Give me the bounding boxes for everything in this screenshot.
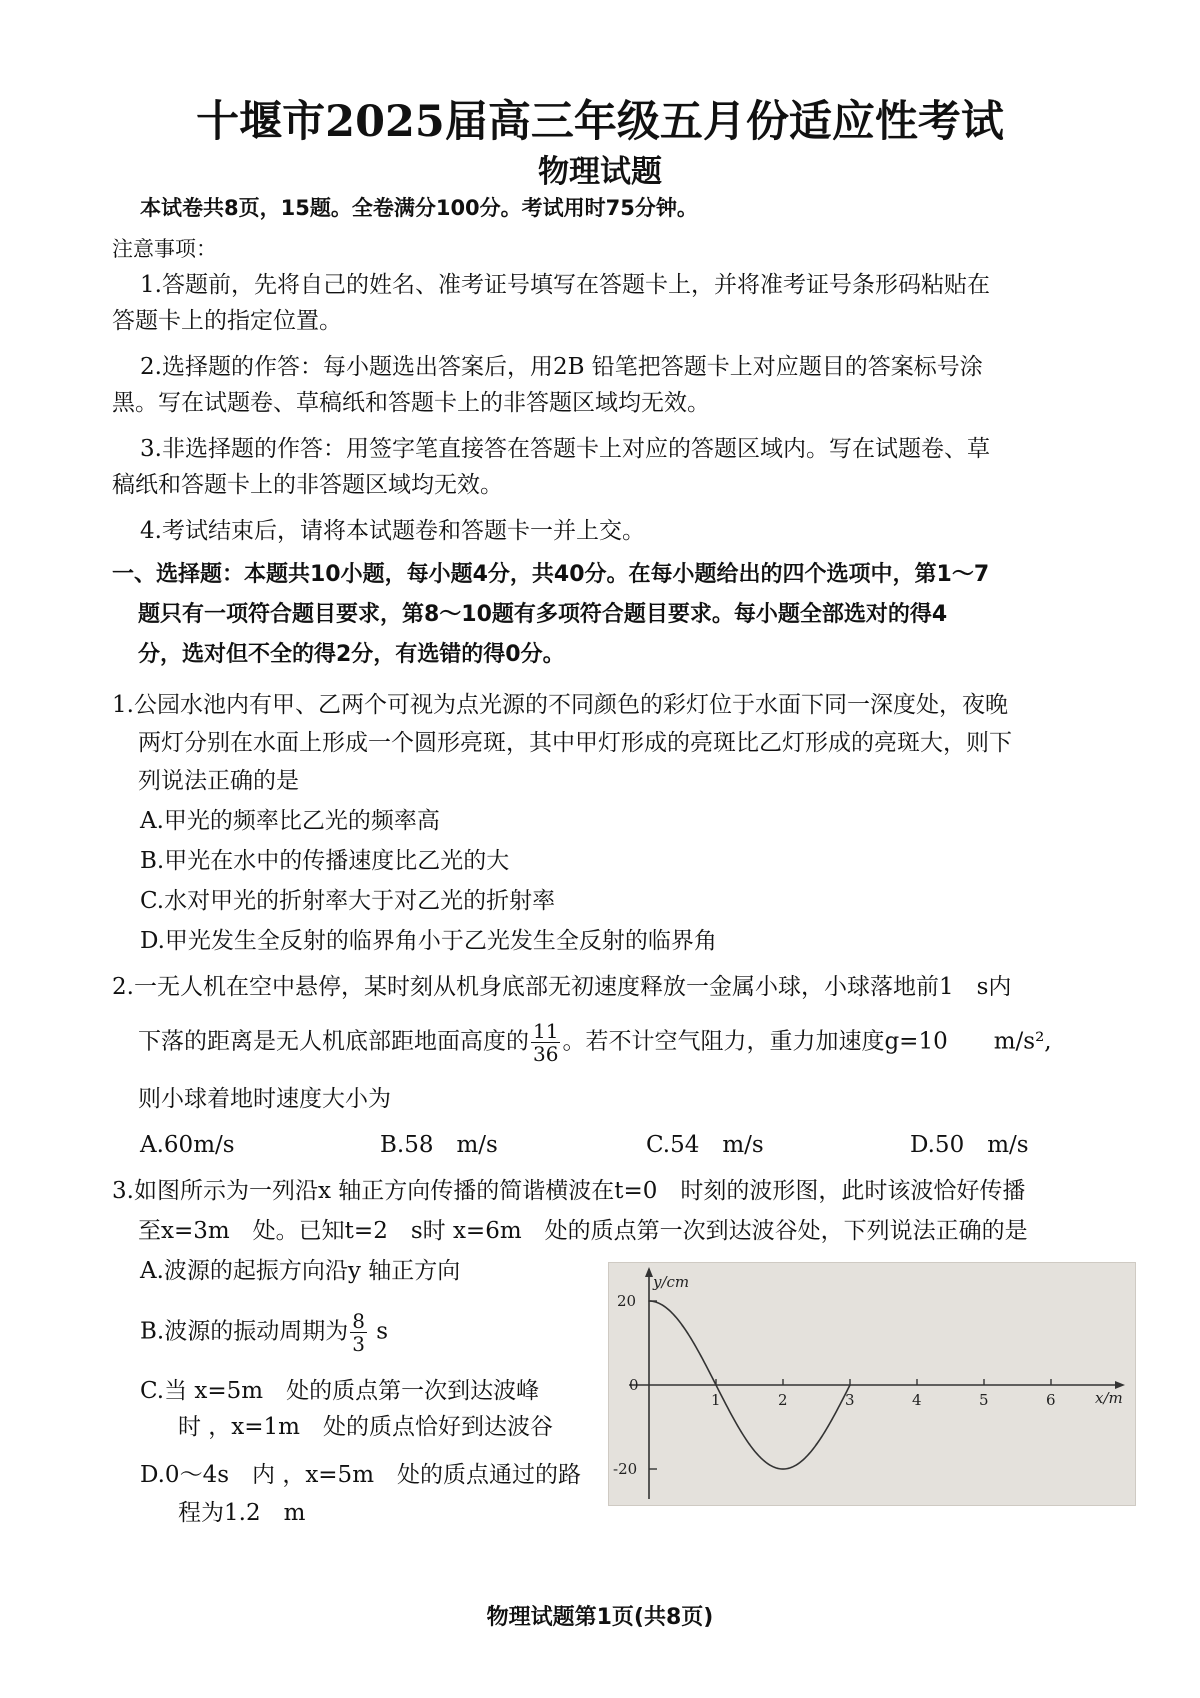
q2-stem-line3: 则小球着地时速度大小为 bbox=[138, 1086, 391, 1112]
q2-stem-line2 bbox=[138, 1020, 1052, 1065]
q2-stem-line2-post: 。若不计空气阻力，重力加速度g=10 m/s², bbox=[562, 1028, 1052, 1055]
x-axis-arrow bbox=[1115, 1381, 1125, 1389]
q1-stem-line1: 1.公园水池内有甲、乙两个可视为点光源的不同颜色的彩灯位于水面下同一深度处，夜晚 bbox=[112, 692, 1008, 718]
x-tick-label: 3 bbox=[845, 1391, 855, 1409]
q2-fraction-denominator: 36 bbox=[533, 1042, 559, 1066]
y-tick-label: 0 bbox=[629, 1376, 639, 1394]
q2-option-d: D.50 m/s bbox=[910, 1132, 1029, 1158]
q1-option-a: A.甲光的频率比乙光的频率高 bbox=[140, 808, 440, 834]
y-axis-label: y/cm bbox=[653, 1273, 690, 1291]
notice-item-3-line2: 稿纸和答题卡上的非答题区域均无效。 bbox=[112, 472, 503, 498]
q3-option-b-denominator: 3 bbox=[352, 1332, 365, 1356]
wave-figure bbox=[608, 1262, 1136, 1506]
x-tick-label: 2 bbox=[778, 1391, 788, 1409]
y-tick-label: -20 bbox=[613, 1460, 638, 1478]
q2-stem-line2-pre: 下落的距离是无人机底部距地面高度的 bbox=[138, 1028, 529, 1055]
q3-option-d-line2: 程为1.2 m bbox=[178, 1500, 306, 1526]
q2-option-a: A.60m/s bbox=[140, 1132, 235, 1158]
section-heading-line2: 题只有一项符合题目要求，第8～10题有多项符合题目要求。每小题全部选对的得4 bbox=[138, 602, 948, 627]
exam-info: 本试卷共8页，15题。全卷满分100分。考试用时75分钟。 bbox=[140, 196, 698, 220]
y-tick-label: 20 bbox=[617, 1292, 637, 1310]
section-heading-line3: 分，选对但不全的得2分，有选错的得0分。 bbox=[138, 642, 565, 667]
q1-stem-line3: 列说法正确的是 bbox=[138, 768, 299, 794]
notice-heading: 注意事项： bbox=[112, 237, 217, 261]
subject-title: 物理试题 bbox=[538, 154, 662, 190]
x-tick-label: 4 bbox=[912, 1391, 922, 1409]
q3-option-d-line1: D.0～4s 内 ，x=5m 处的质点通过的路 bbox=[140, 1462, 581, 1488]
notice-item-3-line1: 3.非选择题的作答：用签字笔直接答在答题卡上对应的答题区域内。写在试题卷、草 bbox=[140, 436, 990, 462]
notice-item-2-line2: 黑。写在试题卷、草稿纸和答题卡上的非答题区域均无效。 bbox=[112, 390, 710, 416]
q3-option-b-numerator: 8 bbox=[352, 1309, 365, 1333]
q3-option-c-line1: C.当 x=5m 处的质点第一次到达波峰 bbox=[140, 1378, 540, 1404]
notice-item-4: 4.考试结束后，请将本试题卷和答题卡一并上交。 bbox=[140, 518, 645, 544]
q2-fraction-numerator: 11 bbox=[533, 1019, 559, 1043]
q2-option-b: B.58 m/s bbox=[380, 1132, 498, 1158]
q3-option-b-text: B.波源的振动周期为 bbox=[140, 1318, 349, 1345]
q3-option-b-unit: s bbox=[376, 1318, 389, 1345]
q2-stem-line1: 2.一无人机在空中悬停，某时刻从机身底部无初速度释放一金属小球，小球落地前1 s内 bbox=[112, 974, 1012, 1000]
page-footer: 物理试题第1页(共8页) bbox=[486, 1605, 714, 1630]
q2-fraction bbox=[531, 1020, 560, 1065]
q1-option-d: D.甲光发生全反射的临界角小于乙光发生全反射的临界角 bbox=[140, 928, 717, 954]
q2-option-c: C.54 m/s bbox=[646, 1132, 764, 1158]
section-heading-line1: 一、选择题：本题共10小题，每小题4分，共40分。在每小题给出的四个选项中，第1～7 bbox=[112, 562, 990, 587]
notice-item-1-line1: 1.答题前，先将自己的姓名、准考证号填写在答题卡上，并将准考证号条形码粘贴在 bbox=[140, 272, 990, 298]
q1-option-c: C.水对甲光的折射率大于对乙光的折射率 bbox=[140, 888, 556, 914]
q1-stem-line2: 两灯分别在水面上形成一个圆形亮斑，其中甲灯形成的亮斑比乙灯形成的亮斑大，则下 bbox=[138, 730, 1012, 756]
q3-stem-line1: 3.如图所示为一列沿x 轴正方向传播的简谐横波在t=0 时刻的波形图，此时该波恰好传播 bbox=[112, 1178, 1026, 1204]
q3-option-b-fraction bbox=[350, 1310, 367, 1355]
q3-option-a: A.波源的起振方向沿y 轴正方向 bbox=[140, 1258, 461, 1284]
y-axis-arrow bbox=[645, 1267, 653, 1277]
x-tick-label: 1 bbox=[711, 1391, 721, 1409]
notice-item-1-line2: 答题卡上的指定位置。 bbox=[112, 308, 342, 334]
notice-item-2-line1: 2.选择题的作答：每小题选出答案后，用2B 铅笔把答题卡上对应题目的答案标号涂 bbox=[140, 354, 983, 380]
page-title: 十堰市2025届高三年级五月份适应性考试 bbox=[196, 97, 1004, 147]
x-tick-label: 5 bbox=[979, 1391, 989, 1409]
x-axis-label: x/m bbox=[1095, 1389, 1123, 1407]
wave-chart-svg bbox=[609, 1263, 1135, 1505]
x-tick-label: 6 bbox=[1046, 1391, 1056, 1409]
q3-stem-line2: 至x=3m 处。已知t=2 s时 x=6m 处的质点第一次到达波谷处，下列说法正确的是 bbox=[138, 1218, 1028, 1244]
q3-option-c-line2: 时 ，x=1m 处的质点恰好到达波谷 bbox=[178, 1414, 553, 1440]
q1-option-b: B.甲光在水中的传播速度比乙光的大 bbox=[140, 848, 510, 874]
q3-option-b bbox=[140, 1310, 388, 1355]
